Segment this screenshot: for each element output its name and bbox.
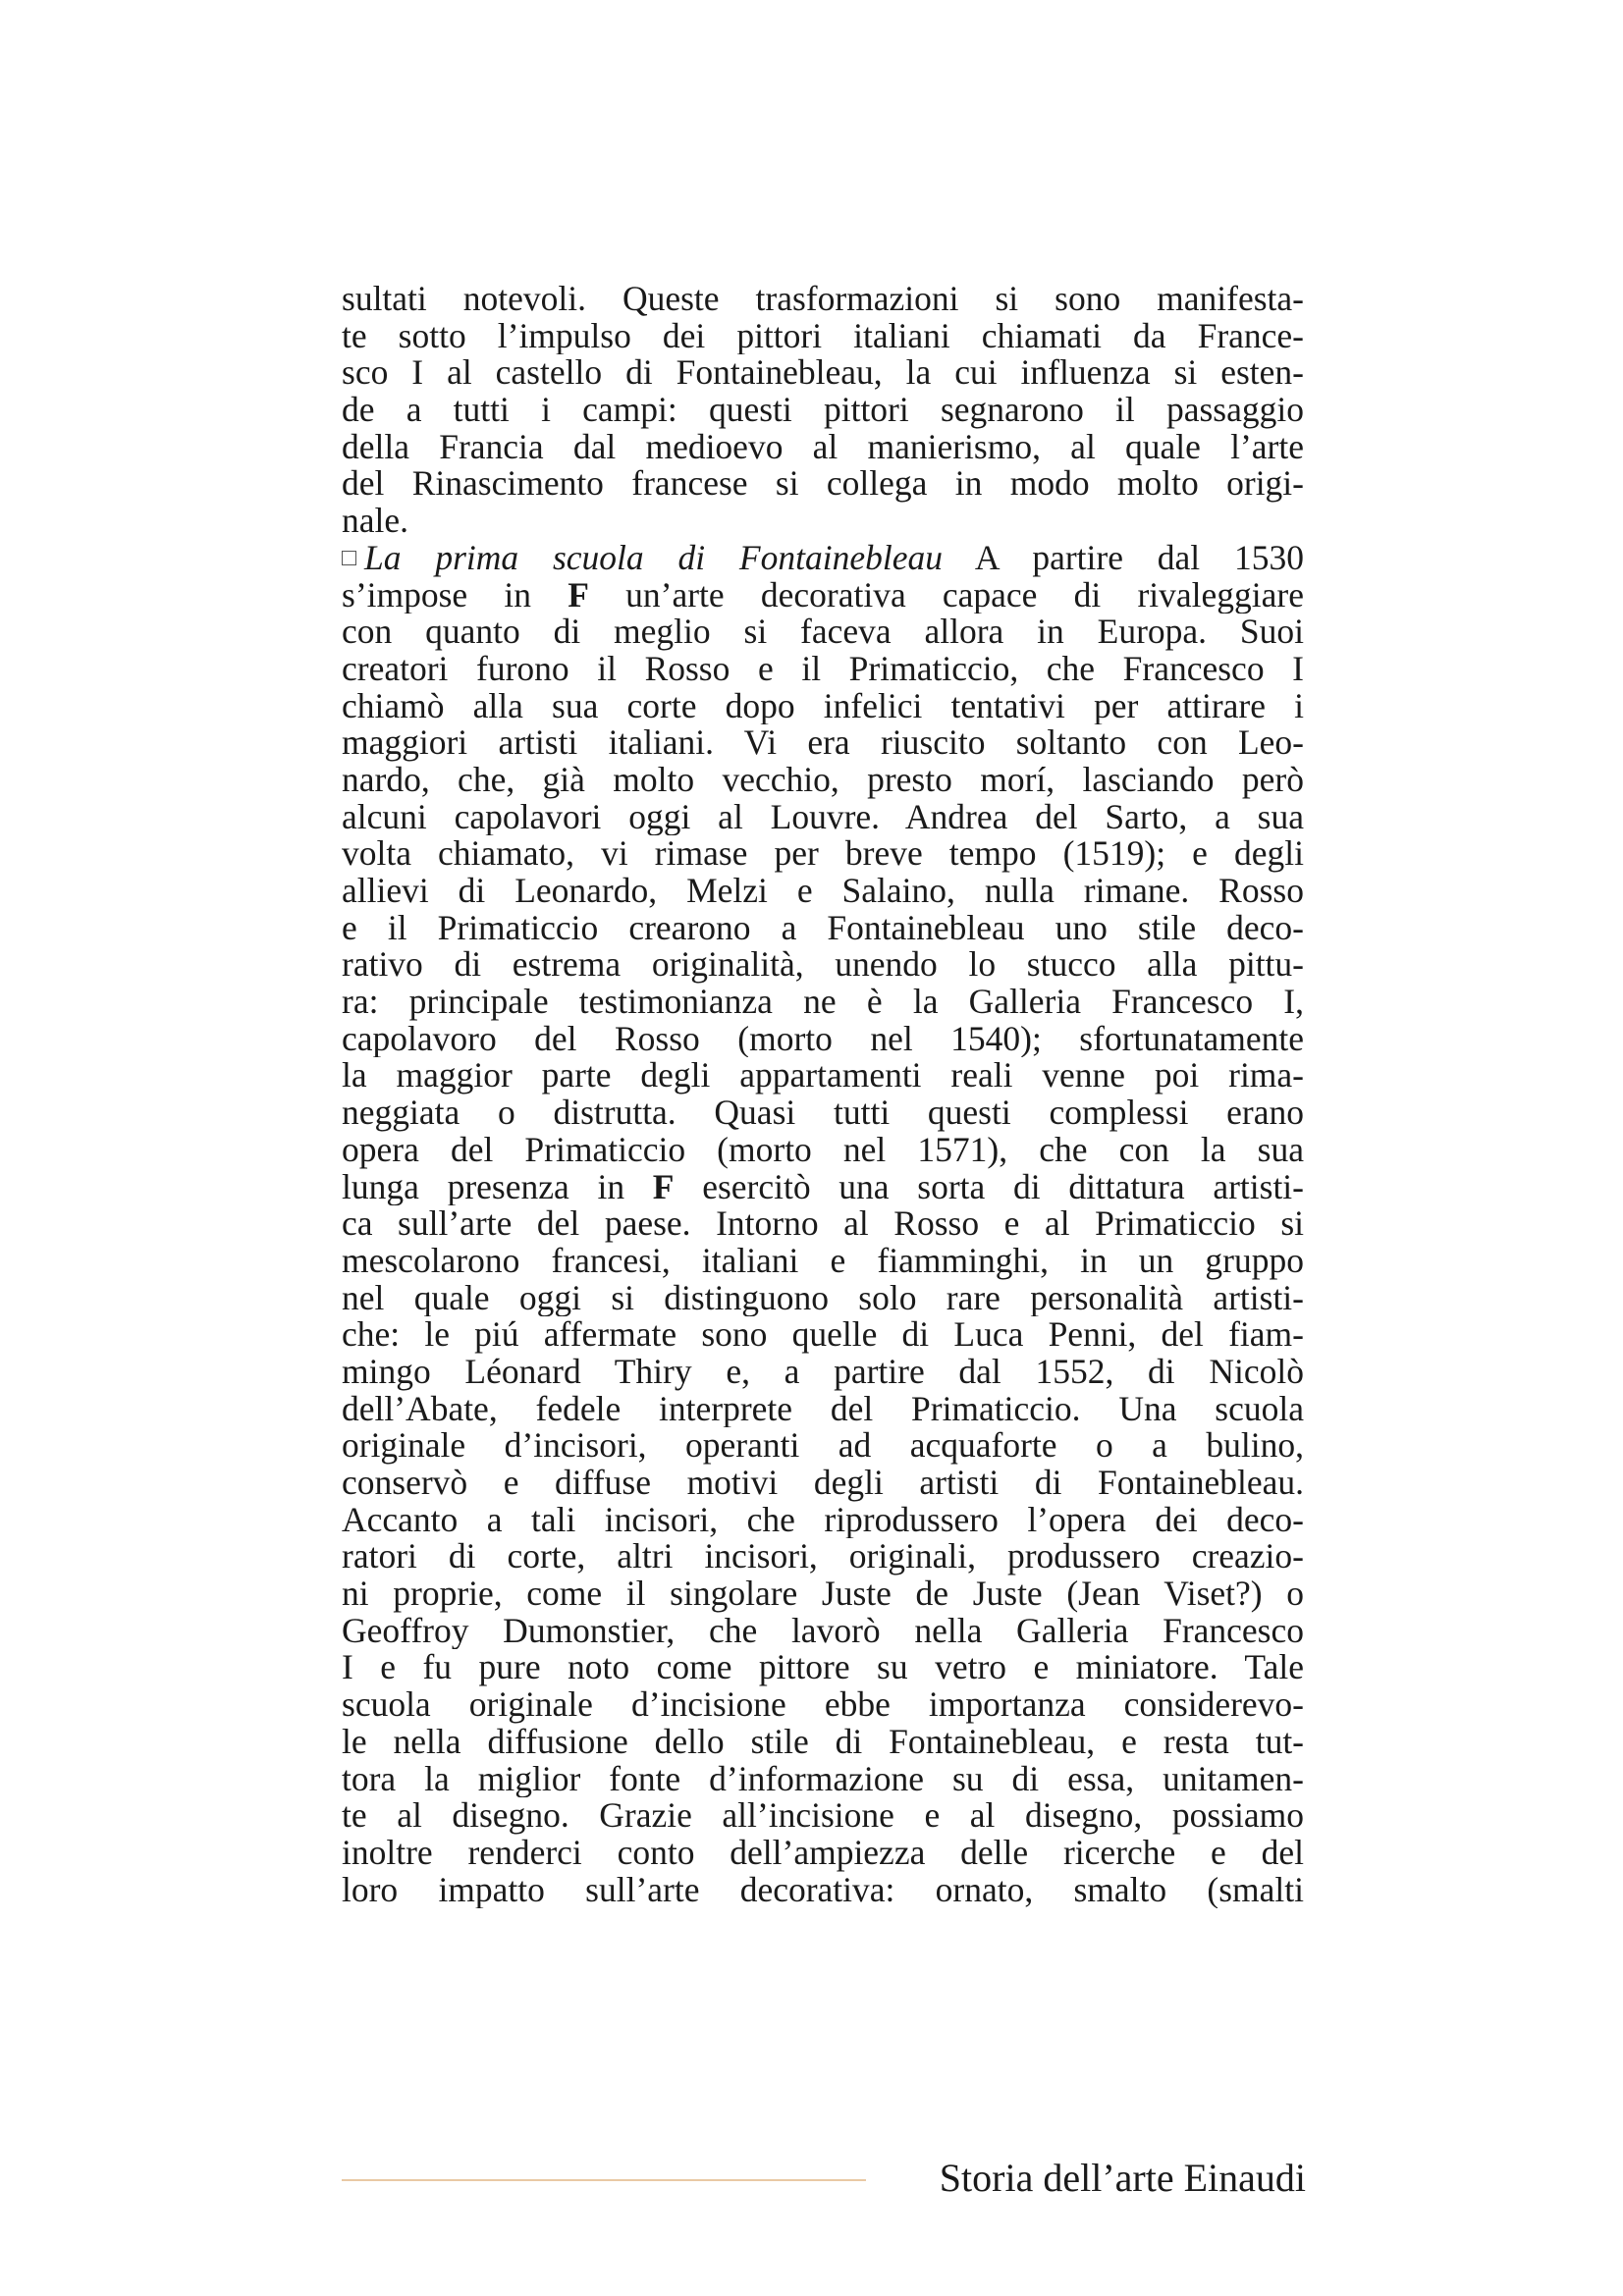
entry-abbreviation: F — [652, 1168, 675, 1206]
text-line: della Francia dal medioevo al manierismo, al quale l’arte — [342, 428, 1304, 466]
section-heading-line — [342, 540, 1304, 577]
text-line: che: le piú affermate sono quelle di Luca Penni, del fiam- — [342, 1316, 1304, 1354]
body-text — [342, 281, 1304, 1908]
text-line: tora la miglior fonte d’informazione su di essa, unitamen- — [342, 1760, 1304, 1798]
text-line: creatori furono il Rosso e il Primaticcio, che Francesco I — [342, 650, 1304, 688]
text-line: maggiori artisti italiani. Vi era riuscito soltanto con Leo- — [342, 724, 1304, 762]
text-line: nel quale oggi si distinguono solo rare personalità artisti- — [342, 1279, 1304, 1317]
text-line: mescolarono francesi, italiani e fiamminghi, in un gruppo — [342, 1242, 1304, 1280]
text-line: originale d’incisori, operanti ad acquaforte o a bulino, — [342, 1427, 1304, 1465]
text-fragment: esercitò una sorta di dittatura artisti- — [674, 1168, 1304, 1206]
text-line — [342, 1169, 1304, 1206]
text-line: e il Primaticcio crearono a Fontainebleau uno stile deco- — [342, 909, 1304, 947]
text-fragment: un’arte decorativa capace di rivaleggiare — [588, 576, 1304, 614]
section-marker-icon — [342, 551, 356, 565]
text-line: nardo, che, già molto vecchio, presto morí, lasciando però — [342, 761, 1304, 799]
section-title: La prima scuola di Fontainebleau — [364, 539, 943, 577]
text-line: le nella diffusione dello stile di Fontainebleau, e resta tut- — [342, 1723, 1304, 1761]
text-fragment: lunga presenza in — [342, 1168, 653, 1206]
text-line: ra: principale testimonianza ne è la Galleria Francesco I, — [342, 984, 1304, 1021]
text-line: ca sull’arte del paese. Intorno al Rosso e al Primaticcio si — [342, 1205, 1304, 1243]
text-line: loro impatto sull’arte decorativa: ornato, smalto (smalti — [342, 1871, 1304, 1909]
text-line: I e fu pure noto come pittore su vetro e miniatore. Tale — [342, 1649, 1304, 1687]
text-line: sco I al castello di Fontainebleau, la cui influenza si esten- — [342, 354, 1304, 393]
text-line: te al disegno. Grazie all’incisione e al disegno, possiamo — [342, 1797, 1304, 1835]
text-line: Geoffroy Dumonstier, che lavorò nella Galleria Francesco — [342, 1612, 1304, 1650]
text-line: conservò e diffuse motivi degli artisti di Fontainebleau. — [342, 1465, 1304, 1502]
text-line: ratori di corte, altri incisori, originali, produssero creazio- — [342, 1538, 1304, 1576]
entry-abbreviation: F — [568, 576, 589, 614]
footer-publication-title: Storia dell’arte Einaudi — [939, 2156, 1306, 2200]
footer-divider — [342, 2179, 866, 2181]
text-line: allievi di Leonardo, Melzi e Salaino, nulla rimane. Rosso — [342, 873, 1304, 910]
text-line — [342, 577, 1304, 614]
text-line: del Rinascimento francese si collega in modo molto origi- — [342, 465, 1304, 504]
text-line: neggiata o distrutta. Quasi tutti questi complessi erano — [342, 1095, 1304, 1132]
text-line: mingo Léonard Thiry e, a partire dal 1552, di Nicolò — [342, 1353, 1304, 1391]
text-fragment: s’impose in — [342, 576, 568, 614]
text-line: dell’Abate, fedele interprete del Primaticcio. Una scuola — [342, 1390, 1304, 1428]
text-line: capolavoro del Rosso (morto nel 1540); sfortunatamente — [342, 1020, 1304, 1058]
section-first-text: A partire dal 1530 — [974, 539, 1304, 577]
text-line: de a tutti i campi: questi pittori segnarono il passaggio — [342, 392, 1304, 429]
text-line: ni proprie, come il singolare Juste de Juste (Jean Viset?) o — [342, 1575, 1304, 1613]
text-line: chiamò alla sua corte dopo infelici tentativi per attirare i — [342, 687, 1304, 725]
text-line: scuola originale d’incisione ebbe importanza considerevo- — [342, 1686, 1304, 1724]
text-line: rativo di estrema originalità, unendo lo stucco alla pittu- — [342, 946, 1304, 985]
text-line: te sotto l’impulso dei pittori italiani chiamati da France- — [342, 317, 1304, 355]
text-line: la maggior parte degli appartamenti reali venne poi rima- — [342, 1057, 1304, 1095]
text-line: con quanto di meglio si faceva allora in Europa. Suoi — [342, 614, 1304, 651]
text-line: inoltre renderci conto dell’ampiezza delle ricerche e del — [342, 1834, 1304, 1872]
text-line: Accanto a tali incisori, che riprodussero l’opera dei deco- — [342, 1501, 1304, 1539]
text-line: opera del Primaticcio (morto nel 1571), che con la sua — [342, 1131, 1304, 1169]
text-line: nale. — [342, 503, 409, 540]
text-line: sultati notevoli. Queste trasformazioni si sono manifesta- — [342, 281, 1304, 318]
text-line: volta chiamato, vi rimase per breve tempo (1519); e degli — [342, 835, 1304, 873]
text-line: alcuni capolavori oggi al Louvre. Andrea del Sarto, a sua — [342, 798, 1304, 836]
